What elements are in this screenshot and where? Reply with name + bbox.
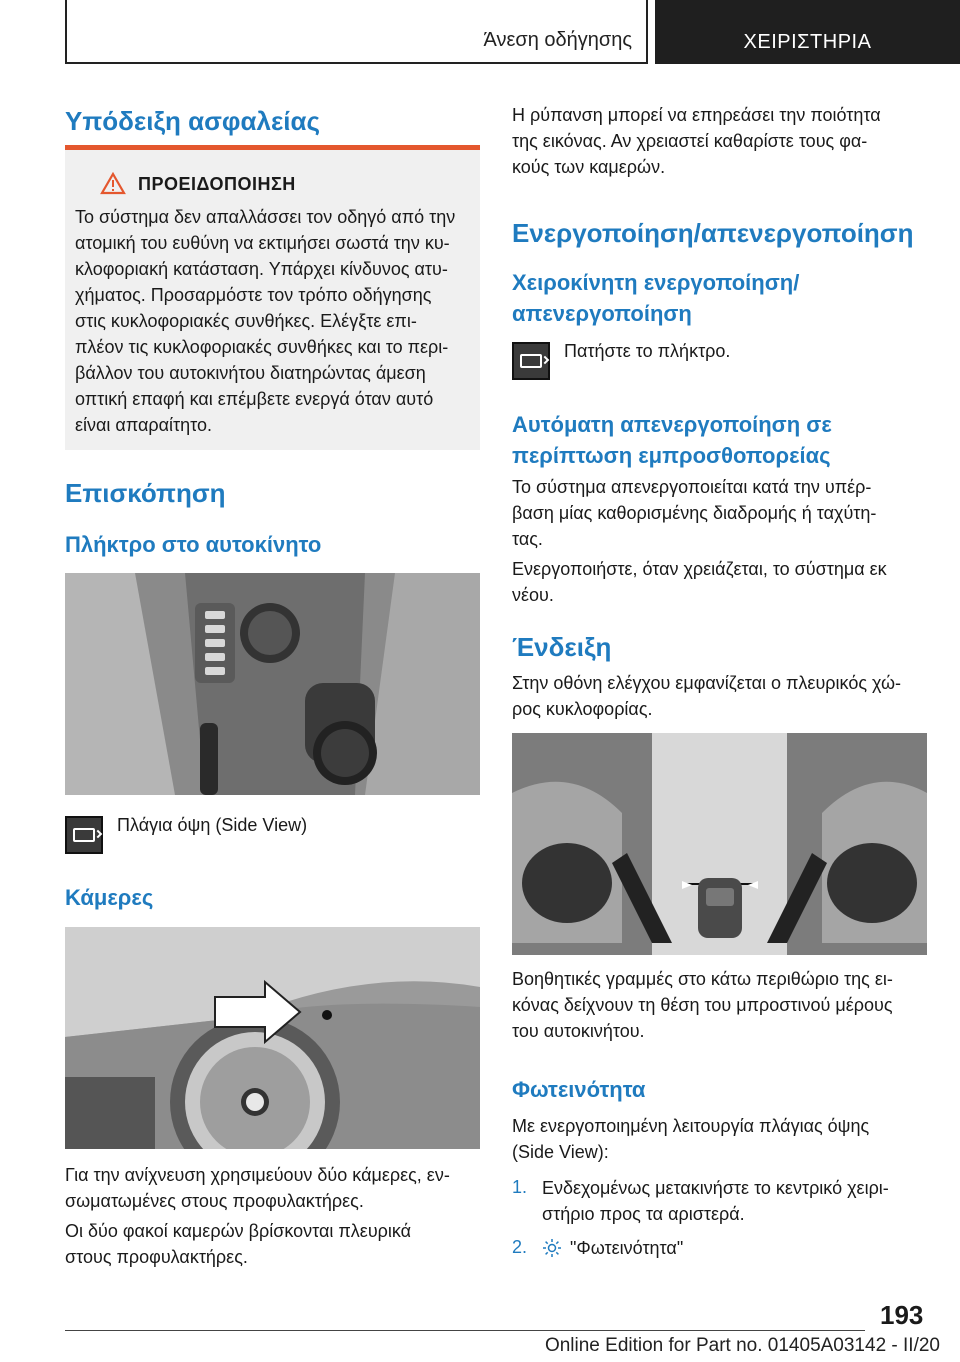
warning-line: πλέον τις κυκλοφοριακές συνθήκες και το περι-	[75, 337, 449, 357]
warning-line: στις κυκλοφοριακές συνθήκες. Ελέγξτε επι-	[75, 311, 417, 331]
auto-deactivation-title	[512, 410, 832, 472]
header-chapter: ΧΕΙΡΙΣΤΗΡΙΑ	[743, 31, 872, 53]
step-text	[542, 1175, 942, 1227]
text-line: της εικόνας. Αν χρειαστεί καθαρίστε τους φα-	[512, 131, 868, 151]
text-line: Η ρύπανση μπορεί να επηρεάσει την ποιότητα	[512, 105, 881, 125]
safety-title: Υπόδειξη ασφαλείας	[65, 106, 321, 136]
activation-title: Ενεργοποίηση/απενεργοποίηση	[512, 218, 914, 248]
text-line: Ενδεχομένως μετακινήστε το κεντρικό χειρι-	[542, 1178, 889, 1198]
camera-icon	[73, 828, 95, 842]
warning-line: Το σύστημα δεν απαλλάσσει τον οδηγό από την	[75, 207, 456, 227]
text-line: (Side View):	[512, 1142, 609, 1162]
display-text	[512, 670, 942, 722]
step-number: 2.	[512, 1237, 528, 1257]
page-number: 193	[880, 1300, 924, 1330]
text-line: στήριο προς τα αριστερά.	[542, 1204, 745, 1224]
display-title: Ένδειξη	[512, 632, 612, 662]
side-view-button-icon	[65, 816, 103, 854]
text-line: Με ενεργοποιημένη λειτουργία πλάγιας όψης	[512, 1116, 870, 1136]
cameras-title: Κάμερες	[65, 885, 154, 910]
guide-lines-text	[512, 966, 942, 1044]
brightness-icon	[542, 1238, 562, 1258]
title-line: Χειροκίνητη ενεργοποίηση/	[512, 270, 800, 295]
warning-label: ΠΡΟΕΙΔΟΠΟΙΗΣΗ	[138, 174, 296, 194]
footer-divider	[65, 1330, 865, 1331]
footer-edition: Online Edition for Part no. 01405A03142 - II/20	[544, 1335, 940, 1356]
text-line: κούς των καμερών.	[512, 157, 666, 177]
warning-line: κλοφοριακή κατάσταση. Υπάρχει κίνδυνος ατυ-	[75, 259, 448, 279]
header-section: Άνεση οδήγησης	[483, 29, 632, 51]
overview-title: Επισκόπηση	[65, 478, 226, 508]
intro-text	[512, 102, 942, 180]
text-line: τας.	[512, 529, 543, 549]
text-line: του αυτοκινήτου.	[512, 1021, 645, 1041]
text-line: κόνας δείχνουν τη θέση του μπροστινού μέρους	[512, 995, 893, 1015]
warning-line: βάλλον του αυτοκινήτου διατηρώντας άμεση	[75, 363, 426, 383]
console-image	[65, 573, 480, 795]
warning-text	[75, 204, 475, 438]
brightness-text	[512, 1113, 942, 1165]
title-line: περίπτωση εμπροσθοπορείας	[512, 442, 831, 468]
text-line: Στην οθόνη ελέγχου εμφανίζεται ο πλευρικός χώ-	[512, 673, 902, 693]
cameras-text-1	[65, 1162, 485, 1214]
cameras-text-2	[65, 1218, 485, 1270]
header-chapter-tab	[655, 0, 960, 64]
header-section-tab	[65, 0, 648, 64]
auto-text-2	[512, 556, 942, 608]
camera-icon	[520, 354, 542, 368]
warning-line: ατομική του ευθύνη να εκτιμήσει σωστά την κυ-	[75, 233, 450, 253]
warning-triangle-icon	[100, 172, 126, 195]
title-line: Αυτόματη απενεργοποίηση σε	[512, 412, 832, 437]
warning-line: χήματος. Προσαρμόστε τον τρόπο οδήγησης	[75, 285, 432, 305]
text-line: Οι δύο φακοί καμερών βρίσκονται πλευρικά	[65, 1221, 412, 1241]
text-line: Βοηθητικές γραμμές στο κάτω περιθώριο της ει-	[512, 969, 893, 989]
text-line: στους προφυλακτήρες.	[65, 1247, 248, 1267]
side-view-caption: Πλάγια όψη (Side View)	[117, 815, 308, 835]
step-text: "Φωτεινότητα"	[570, 1238, 684, 1258]
text-line: σωματωμένες στους προφυλακτήρες.	[65, 1191, 364, 1211]
side-view-button-icon	[512, 342, 550, 380]
warning-bar	[65, 145, 480, 150]
text-line: Το σύστημα απενεργοποιείται κατά την υπέρ-	[512, 477, 872, 497]
warning-line: είναι απαραίτητο.	[75, 415, 213, 435]
auto-text-1	[512, 474, 942, 552]
brightness-title: Φωτεινότητα	[512, 1077, 646, 1102]
text-line: νέου.	[512, 585, 554, 605]
title-line: απενεργοποίηση	[512, 300, 692, 326]
step-number: 1.	[512, 1177, 528, 1197]
warning-line: οπτική επαφή και επέμβετε ενεργά όταν αυτό	[75, 389, 434, 409]
text-line: Ενεργοποιήστε, όταν χρειάζεται, το σύστημα εκ	[512, 559, 887, 579]
side-view-display-image	[512, 733, 927, 955]
text-line: Για την ανίχνευση χρησιμεύουν δύο κάμερες, εν-	[65, 1165, 450, 1185]
text-line: ρος κυκλοφορίας.	[512, 699, 653, 719]
manual-caption: Πατήστε το πλήκτρο.	[564, 341, 731, 361]
text-line: βαση μίας καθορισμένης διαδρομής ή ταχύτη-	[512, 503, 877, 523]
manual-activation-title	[512, 268, 799, 330]
bumper-camera-image	[65, 927, 480, 1149]
button-title: Πλήκτρο στο αυτοκίνητο	[65, 532, 322, 557]
